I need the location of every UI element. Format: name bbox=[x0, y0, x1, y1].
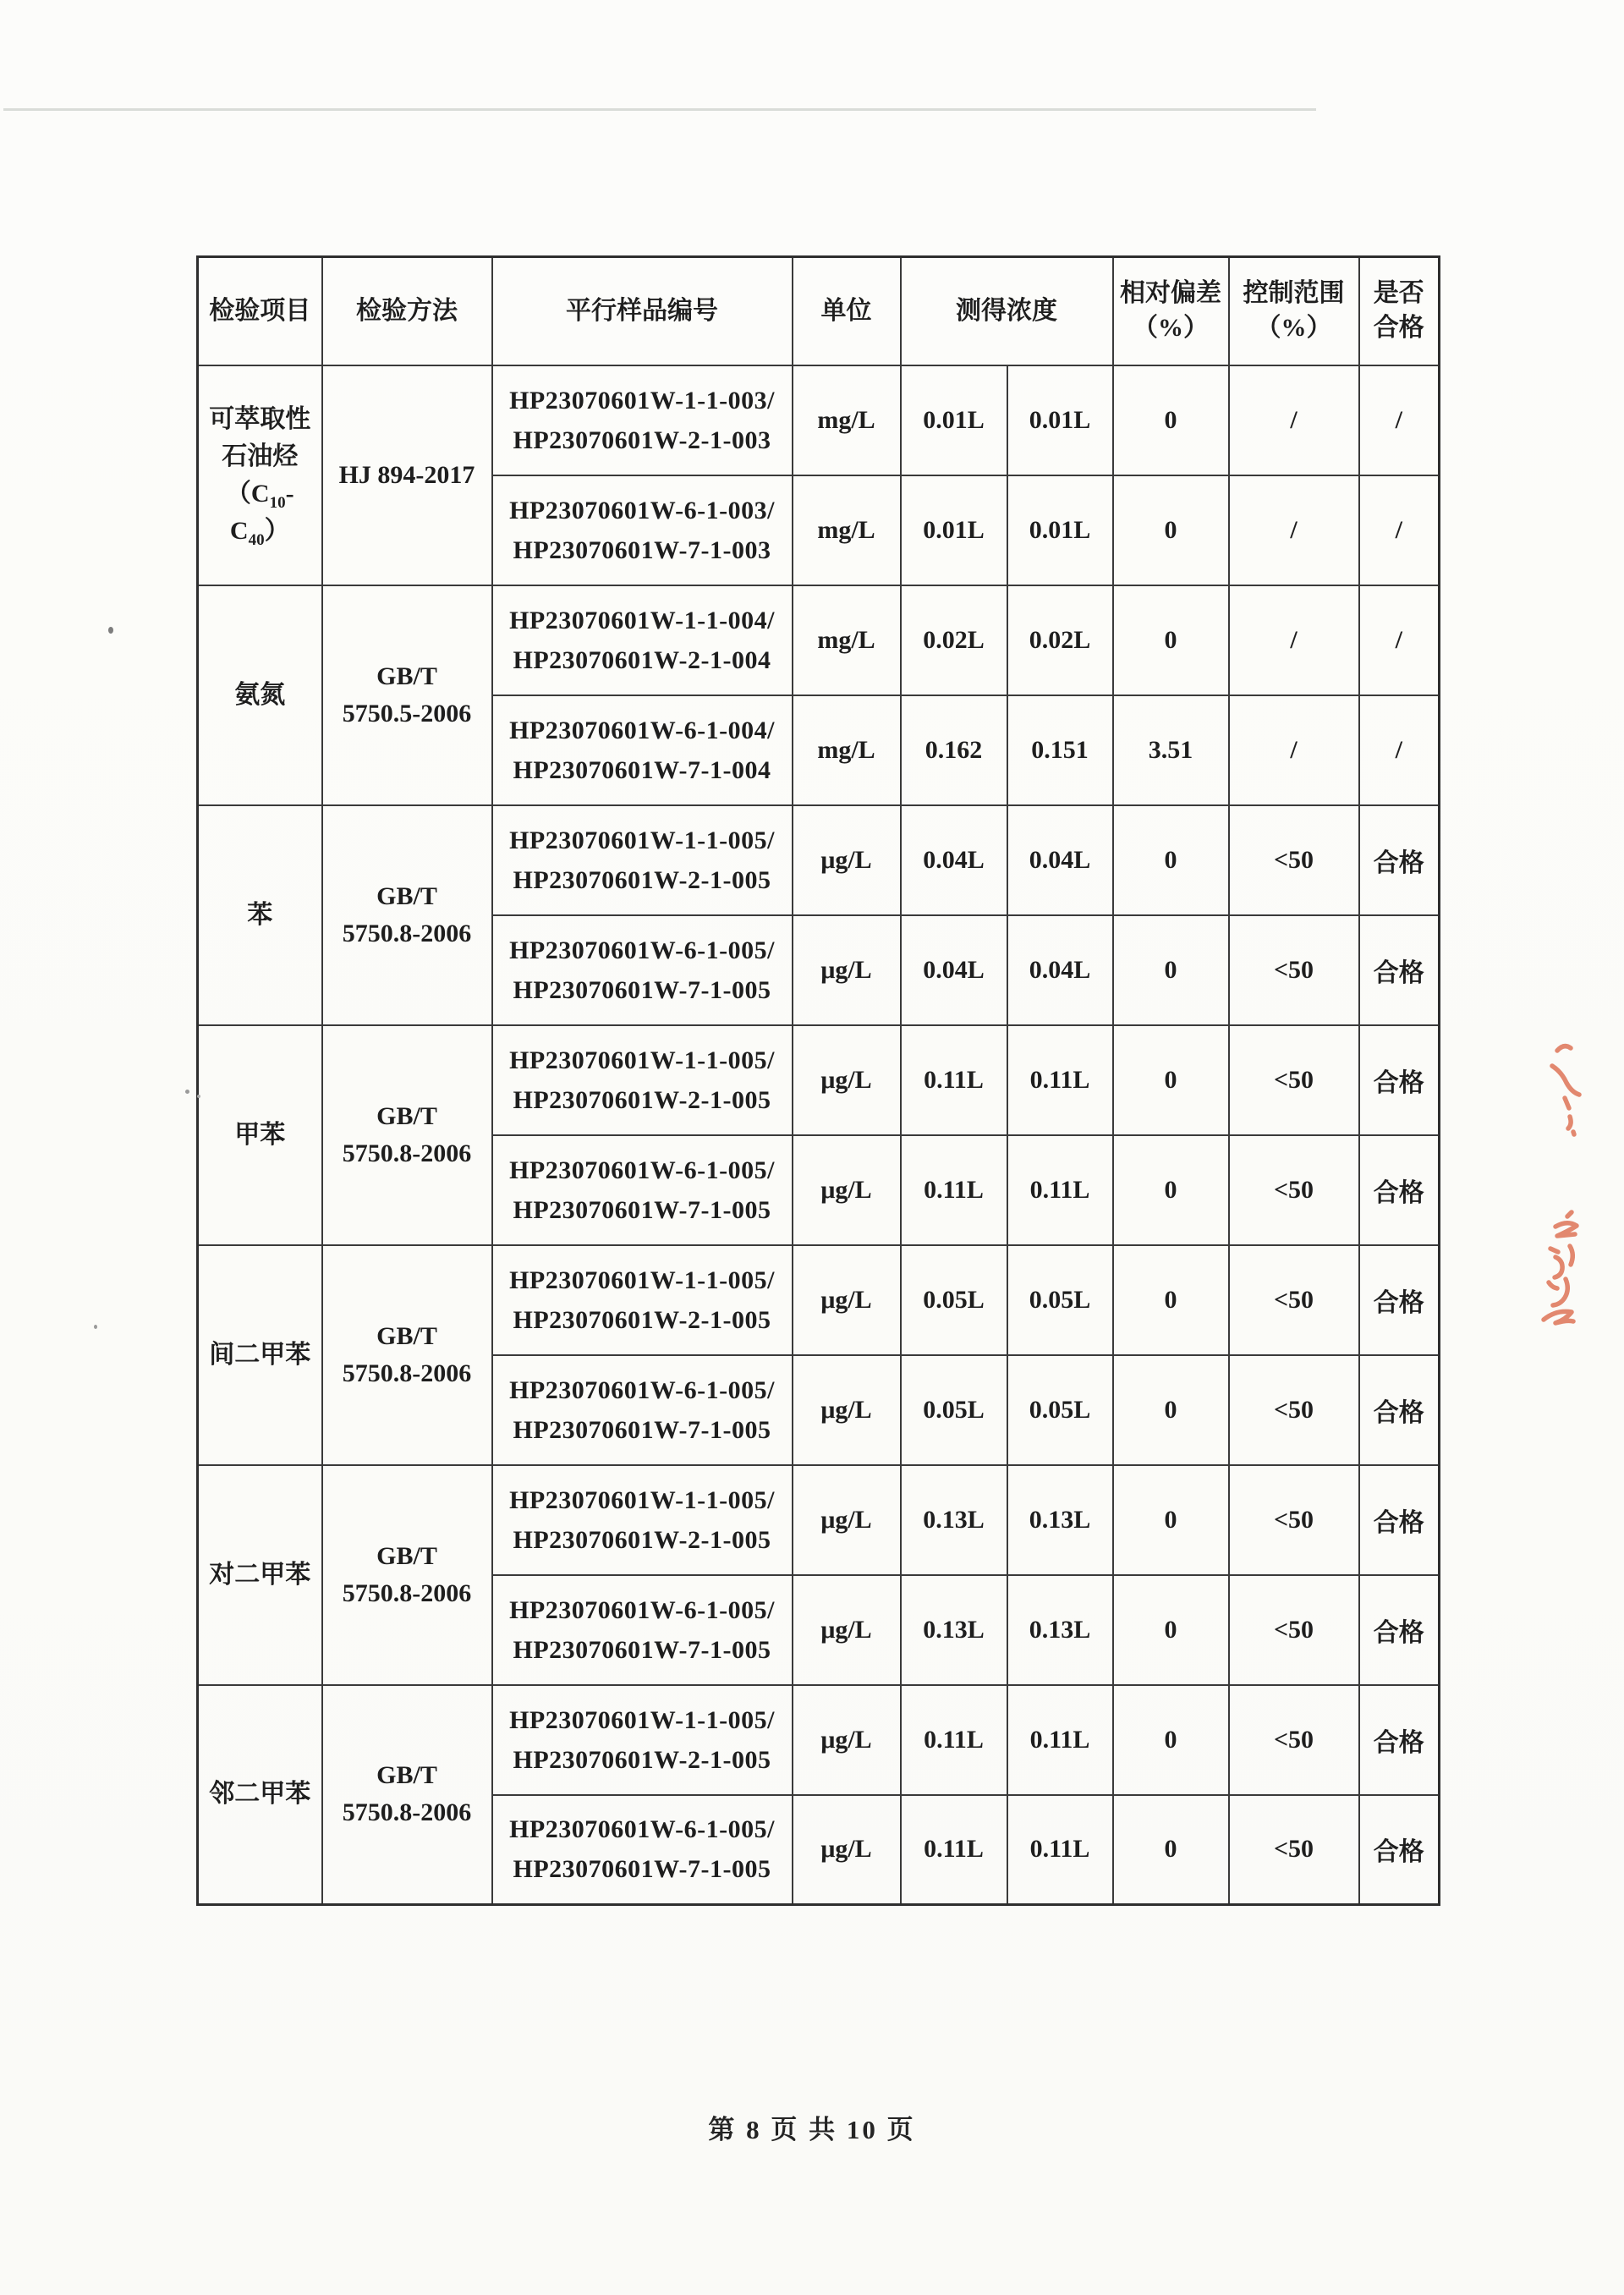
range-cell: <50 bbox=[1229, 805, 1359, 915]
table-row bbox=[198, 1685, 1440, 1795]
sample-id-line: HP23070601W-2-1-005 bbox=[513, 1305, 771, 1334]
item-cell-ammonia bbox=[198, 585, 322, 805]
table-row bbox=[198, 585, 1440, 695]
range-cell: <50 bbox=[1229, 1025, 1359, 1135]
method-line: GB/T bbox=[376, 1541, 437, 1570]
sample-id-cell bbox=[492, 585, 793, 695]
item-cell-o-xylene bbox=[198, 1685, 322, 1905]
item-cell-petroleum bbox=[198, 365, 322, 585]
sample-id-line: HP23070601W-6-1-005/ bbox=[509, 1375, 775, 1404]
sample-id-cell bbox=[492, 1795, 793, 1905]
sample-id-line: HP23070601W-2-1-003 bbox=[513, 426, 771, 454]
concentration-2-cell: 0.01L bbox=[1007, 475, 1113, 585]
concentration-1-cell: 0.02L bbox=[901, 585, 1007, 695]
deviation-cell: 0 bbox=[1113, 475, 1229, 585]
scan-speck bbox=[185, 1090, 189, 1094]
concentration-1-cell: 0.04L bbox=[901, 805, 1007, 915]
header-line: （%） bbox=[1255, 313, 1332, 342]
method-cell bbox=[322, 1465, 492, 1685]
sample-id-cell bbox=[492, 915, 793, 1025]
concentration-1-cell: 0.13L bbox=[901, 1575, 1007, 1685]
sample-id-line: HP23070601W-7-1-005 bbox=[513, 1195, 771, 1224]
sample-id-line: HP23070601W-6-1-005/ bbox=[509, 1595, 775, 1624]
sample-id-cell bbox=[492, 805, 793, 915]
formula-subscript: 10 bbox=[269, 493, 286, 512]
header-line: 是否 bbox=[1373, 279, 1424, 308]
method-line: 5750.8-2006 bbox=[342, 919, 472, 947]
sample-id-cell bbox=[492, 1025, 793, 1135]
method-line: 5750.8-2006 bbox=[342, 1798, 472, 1827]
header-relative-deviation bbox=[1113, 257, 1229, 365]
sample-id-line: HP23070601W-1-1-004/ bbox=[509, 606, 775, 634]
deviation-cell: 0 bbox=[1113, 1795, 1229, 1905]
sample-id-line: HP23070601W-6-1-004/ bbox=[509, 716, 775, 744]
concentration-1-cell: 0.01L bbox=[901, 365, 1007, 475]
sample-id-cell bbox=[492, 695, 793, 805]
unit-cell: μg/L bbox=[793, 1575, 901, 1685]
deviation-cell: 0 bbox=[1113, 1245, 1229, 1355]
deviation-cell: 0 bbox=[1113, 585, 1229, 695]
header-line: 合格 bbox=[1373, 313, 1424, 342]
item-line: 石油烃 bbox=[222, 442, 299, 470]
range-cell: <50 bbox=[1229, 1575, 1359, 1685]
concentration-2-cell: 0.04L bbox=[1007, 805, 1113, 915]
header-line: 控制范围 bbox=[1243, 279, 1345, 308]
sample-id-line: HP23070601W-7-1-005 bbox=[513, 975, 771, 1004]
sample-id-cell bbox=[492, 1135, 793, 1245]
sample-id-line: HP23070601W-7-1-003 bbox=[513, 535, 771, 564]
method-cell bbox=[322, 1025, 492, 1245]
method-line: 5750.5-2006 bbox=[342, 699, 472, 727]
sample-id-line: HP23070601W-1-1-005/ bbox=[509, 1705, 775, 1734]
deviation-cell: 0 bbox=[1113, 1685, 1229, 1795]
sample-id-line: HP23070601W-2-1-005 bbox=[513, 1745, 771, 1774]
sample-id-line: HP23070601W-7-1-005 bbox=[513, 1855, 771, 1884]
formula-text: -C bbox=[229, 479, 294, 545]
concentration-1-cell: 0.13L bbox=[901, 1465, 1007, 1575]
range-cell: <50 bbox=[1229, 1245, 1359, 1355]
sample-id-line: HP23070601W-1-1-005/ bbox=[509, 826, 775, 854]
item-line: 甲苯 bbox=[234, 1120, 286, 1149]
header-item: 检验项目 bbox=[198, 257, 322, 365]
red-ink-stamp-marks bbox=[1533, 1039, 1596, 1343]
sample-id-line: HP23070601W-6-1-005/ bbox=[509, 936, 775, 964]
formula-text: （C bbox=[225, 479, 270, 508]
concentration-2-cell: 0.13L bbox=[1007, 1575, 1113, 1685]
method-line: 5750.8-2006 bbox=[342, 1359, 472, 1387]
pass-cell: 合格 bbox=[1359, 1795, 1440, 1905]
sample-id-line: HP23070601W-7-1-005 bbox=[513, 1635, 771, 1664]
range-cell: <50 bbox=[1229, 1355, 1359, 1465]
unit-cell: μg/L bbox=[793, 1245, 901, 1355]
sample-id-cell bbox=[492, 1245, 793, 1355]
item-line: 间二甲苯 bbox=[209, 1340, 311, 1369]
sample-id-cell bbox=[492, 365, 793, 475]
sample-id-line: HP23070601W-7-1-004 bbox=[513, 755, 771, 784]
deviation-cell: 0 bbox=[1113, 1135, 1229, 1245]
concentration-1-cell: 0.11L bbox=[901, 1135, 1007, 1245]
method-line: GB/T bbox=[376, 881, 437, 910]
table-row bbox=[198, 365, 1440, 475]
pass-cell: / bbox=[1359, 475, 1440, 585]
unit-cell: mg/L bbox=[793, 475, 901, 585]
pass-cell: 合格 bbox=[1359, 1355, 1440, 1465]
sample-id-line: HP23070601W-1-1-005/ bbox=[509, 1485, 775, 1514]
deviation-cell: 0 bbox=[1113, 1025, 1229, 1135]
unit-cell: μg/L bbox=[793, 915, 901, 1025]
pass-cell: 合格 bbox=[1359, 1025, 1440, 1135]
concentration-1-cell: 0.11L bbox=[901, 1025, 1007, 1135]
header-concentration: 测得浓度 bbox=[901, 257, 1113, 365]
range-cell: <50 bbox=[1229, 1795, 1359, 1905]
unit-cell: μg/L bbox=[793, 805, 901, 915]
concentration-2-cell: 0.151 bbox=[1007, 695, 1113, 805]
unit-cell: mg/L bbox=[793, 365, 901, 475]
concentration-2-cell: 0.04L bbox=[1007, 915, 1113, 1025]
item-line: 邻二甲苯 bbox=[209, 1780, 311, 1809]
item-line: 对二甲苯 bbox=[209, 1560, 311, 1589]
concentration-1-cell: 0.01L bbox=[901, 475, 1007, 585]
scan-speck bbox=[108, 627, 113, 634]
sample-id-cell bbox=[492, 1575, 793, 1685]
table-row bbox=[198, 1245, 1440, 1355]
method-line: GB/T bbox=[376, 662, 437, 690]
qa-parallel-sample-table bbox=[196, 255, 1440, 1906]
sample-id-line: HP23070601W-1-1-005/ bbox=[509, 1266, 775, 1294]
deviation-cell: 0 bbox=[1113, 915, 1229, 1025]
item-line: 氨氮 bbox=[234, 680, 286, 709]
sample-id-cell bbox=[492, 1465, 793, 1575]
concentration-2-cell: 0.11L bbox=[1007, 1135, 1113, 1245]
concentration-1-cell: 0.05L bbox=[901, 1245, 1007, 1355]
sample-id-line: HP23070601W-2-1-005 bbox=[513, 1085, 771, 1114]
sample-id-line: HP23070601W-2-1-005 bbox=[513, 865, 771, 894]
sample-id-line: HP23070601W-1-1-005/ bbox=[509, 1046, 775, 1074]
concentration-1-cell: 0.11L bbox=[901, 1685, 1007, 1795]
sample-id-line: HP23070601W-6-1-005/ bbox=[509, 1156, 775, 1184]
range-cell: / bbox=[1229, 585, 1359, 695]
pass-cell: 合格 bbox=[1359, 1685, 1440, 1795]
table-row bbox=[198, 1025, 1440, 1135]
scan-top-rule-line bbox=[3, 108, 1316, 111]
item-cell-toluene bbox=[198, 1025, 322, 1245]
concentration-2-cell: 0.05L bbox=[1007, 1355, 1113, 1465]
table-row bbox=[198, 805, 1440, 915]
formula-subscript: 40 bbox=[248, 530, 265, 549]
concentration-1-cell: 0.05L bbox=[901, 1355, 1007, 1465]
concentration-1-cell: 0.11L bbox=[901, 1795, 1007, 1905]
method-cell bbox=[322, 1245, 492, 1465]
sample-id-line: HP23070601W-2-1-005 bbox=[513, 1525, 771, 1554]
range-cell: / bbox=[1229, 695, 1359, 805]
header-sample-id: 平行样品编号 bbox=[492, 257, 793, 365]
method-cell bbox=[322, 585, 492, 805]
unit-cell: μg/L bbox=[793, 1135, 901, 1245]
deviation-cell: 0 bbox=[1113, 1465, 1229, 1575]
scan-speck bbox=[94, 1325, 97, 1329]
unit-cell: μg/L bbox=[793, 1025, 901, 1135]
concentration-1-cell: 0.04L bbox=[901, 915, 1007, 1025]
item-line: 可萃取性 bbox=[209, 404, 311, 433]
item-line-formula bbox=[199, 475, 321, 550]
range-cell: / bbox=[1229, 475, 1359, 585]
deviation-cell: 3.51 bbox=[1113, 695, 1229, 805]
deviation-cell: 0 bbox=[1113, 805, 1229, 915]
sample-id-line: HP23070601W-1-1-003/ bbox=[509, 386, 775, 415]
item-cell-p-xylene bbox=[198, 1465, 322, 1685]
header-pass bbox=[1359, 257, 1440, 365]
pass-cell: 合格 bbox=[1359, 1575, 1440, 1685]
header-unit: 单位 bbox=[793, 257, 901, 365]
method-cell bbox=[322, 1685, 492, 1905]
range-cell: / bbox=[1229, 365, 1359, 475]
pass-cell: 合格 bbox=[1359, 1245, 1440, 1355]
item-cell-m-xylene bbox=[198, 1245, 322, 1465]
method-line: GB/T bbox=[376, 1101, 437, 1130]
unit-cell: μg/L bbox=[793, 1685, 901, 1795]
pass-cell: / bbox=[1359, 365, 1440, 475]
unit-cell: μg/L bbox=[793, 1355, 901, 1465]
pass-cell: 合格 bbox=[1359, 805, 1440, 915]
unit-cell: μg/L bbox=[793, 1465, 901, 1575]
sample-id-cell bbox=[492, 1355, 793, 1465]
range-cell: <50 bbox=[1229, 1135, 1359, 1245]
method-line: GB/T bbox=[376, 1761, 437, 1790]
unit-cell: mg/L bbox=[793, 695, 901, 805]
item-line: 苯 bbox=[247, 900, 273, 929]
range-cell: <50 bbox=[1229, 1465, 1359, 1575]
concentration-2-cell: 0.02L bbox=[1007, 585, 1113, 695]
range-cell: <50 bbox=[1229, 915, 1359, 1025]
header-method: 检验方法 bbox=[322, 257, 492, 365]
range-cell: <50 bbox=[1229, 1685, 1359, 1795]
concentration-1-cell: 0.162 bbox=[901, 695, 1007, 805]
sample-id-line: HP23070601W-6-1-003/ bbox=[509, 496, 775, 524]
pass-cell: / bbox=[1359, 695, 1440, 805]
header-control-range bbox=[1229, 257, 1359, 365]
unit-cell: mg/L bbox=[793, 585, 901, 695]
sample-id-line: HP23070601W-7-1-005 bbox=[513, 1415, 771, 1444]
concentration-2-cell: 0.01L bbox=[1007, 365, 1113, 475]
header-line: 相对偏差 bbox=[1120, 279, 1221, 308]
table-row bbox=[198, 1465, 1440, 1575]
pass-cell: 合格 bbox=[1359, 915, 1440, 1025]
deviation-cell: 0 bbox=[1113, 1575, 1229, 1685]
deviation-cell: 0 bbox=[1113, 1355, 1229, 1465]
table-header-row bbox=[198, 257, 1440, 365]
method-line: HJ 894-2017 bbox=[338, 460, 475, 489]
scan-speck bbox=[197, 1095, 200, 1098]
header-line: （%） bbox=[1133, 313, 1209, 342]
item-cell-benzene bbox=[198, 805, 322, 1025]
sample-id-line: HP23070601W-2-1-004 bbox=[513, 645, 771, 674]
sample-id-cell bbox=[492, 1685, 793, 1795]
method-cell bbox=[322, 365, 492, 585]
concentration-2-cell: 0.05L bbox=[1007, 1245, 1113, 1355]
concentration-2-cell: 0.11L bbox=[1007, 1685, 1113, 1795]
method-cell bbox=[322, 805, 492, 1025]
pass-cell: 合格 bbox=[1359, 1135, 1440, 1245]
sample-id-cell bbox=[492, 475, 793, 585]
red-ink-strokes bbox=[1544, 1046, 1579, 1323]
concentration-2-cell: 0.13L bbox=[1007, 1465, 1113, 1575]
deviation-cell: 0 bbox=[1113, 365, 1229, 475]
method-line: 5750.8-2006 bbox=[342, 1139, 472, 1167]
pass-cell: / bbox=[1359, 585, 1440, 695]
concentration-2-cell: 0.11L bbox=[1007, 1025, 1113, 1135]
pass-cell: 合格 bbox=[1359, 1465, 1440, 1575]
unit-cell: μg/L bbox=[793, 1795, 901, 1905]
method-line: 5750.8-2006 bbox=[342, 1578, 472, 1607]
method-line: GB/T bbox=[376, 1321, 437, 1350]
formula-text: ） bbox=[264, 516, 290, 545]
concentration-2-cell: 0.11L bbox=[1007, 1795, 1113, 1905]
sample-id-line: HP23070601W-6-1-005/ bbox=[509, 1815, 775, 1844]
page-number: 第 8 页 共 10 页 bbox=[708, 2115, 916, 2144]
